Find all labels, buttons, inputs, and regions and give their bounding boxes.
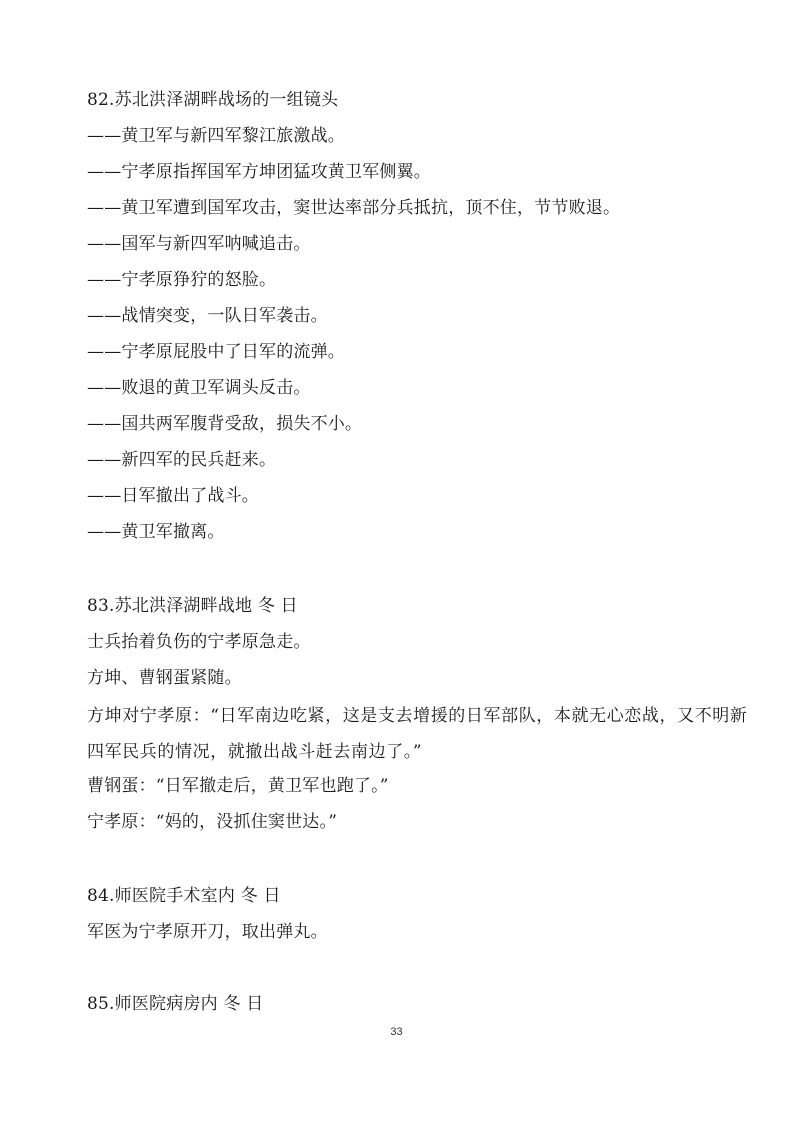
scene-82-line-5: ——宁孝原狰狞的怒脸。 (87, 270, 277, 290)
scene-82-heading: 82.苏北洪泽湖畔战场的一组镜头 (87, 90, 339, 110)
scene-85-heading: 85.师医院病房内 冬 日 (87, 994, 264, 1014)
page-number: 33 (390, 1026, 403, 1038)
scene-82-line-2: ——宁孝原指挥国军方坤团猛攻黄卫军侧翼。 (87, 162, 431, 182)
scene-83-line-1: 士兵抬着负伤的宁孝原急走。 (87, 632, 311, 652)
scene-83-line-2: 方坤、曹钢蛋紧随。 (87, 668, 242, 688)
scene-83-dialogue-fangkun: 方坤对宁孝原：“日军南边吃紧，这是支去增援的日军部队，本就无心恋战，又不明新四军民兵的情况，就撤出战斗赶去南边了。” (87, 706, 748, 762)
scene-82-line-1: ——黄卫军与新四军黎江旅激战。 (87, 126, 345, 146)
scene-82-line-9: ——国共两军腹背受敌，损失不小。 (87, 414, 363, 434)
scene-82-line-11: ——日军撤出了战斗。 (87, 486, 259, 506)
scene-84-line-1: 军医为宁孝原开刀，取出弹丸。 (87, 922, 328, 942)
scene-82-line-10: ——新四军的民兵赶来。 (87, 450, 277, 470)
scene-82-line-8: ——败退的黄卫军调头反击。 (87, 378, 311, 398)
scene-83-heading: 83.苏北洪泽湖畔战地 冬 日 (87, 596, 298, 616)
scene-82-line-3: ——黄卫军遭到国军攻击，窦世达率部分兵抵抗，顶不住，节节败退。 (87, 198, 621, 218)
scene-82-line-4: ——国军与新四军呐喊追击。 (87, 234, 311, 254)
scene-82-line-7: ——宁孝原屁股中了日军的流弹。 (87, 342, 345, 362)
scene-82-line-6: ——战情突变，一队日军袭击。 (87, 306, 328, 326)
scene-83-dialogue-caogangdan: 曹钢蛋：“日军撤走后，黄卫军也跑了。” (87, 776, 389, 796)
scene-82-line-12: ——黄卫军撤离。 (87, 522, 225, 542)
scene-84-heading: 84.师医院手术室内 冬 日 (87, 886, 281, 906)
scene-83-dialogue-ningxiaoyuan: 宁孝原：“妈的，没抓住窦世达。” (87, 812, 338, 832)
